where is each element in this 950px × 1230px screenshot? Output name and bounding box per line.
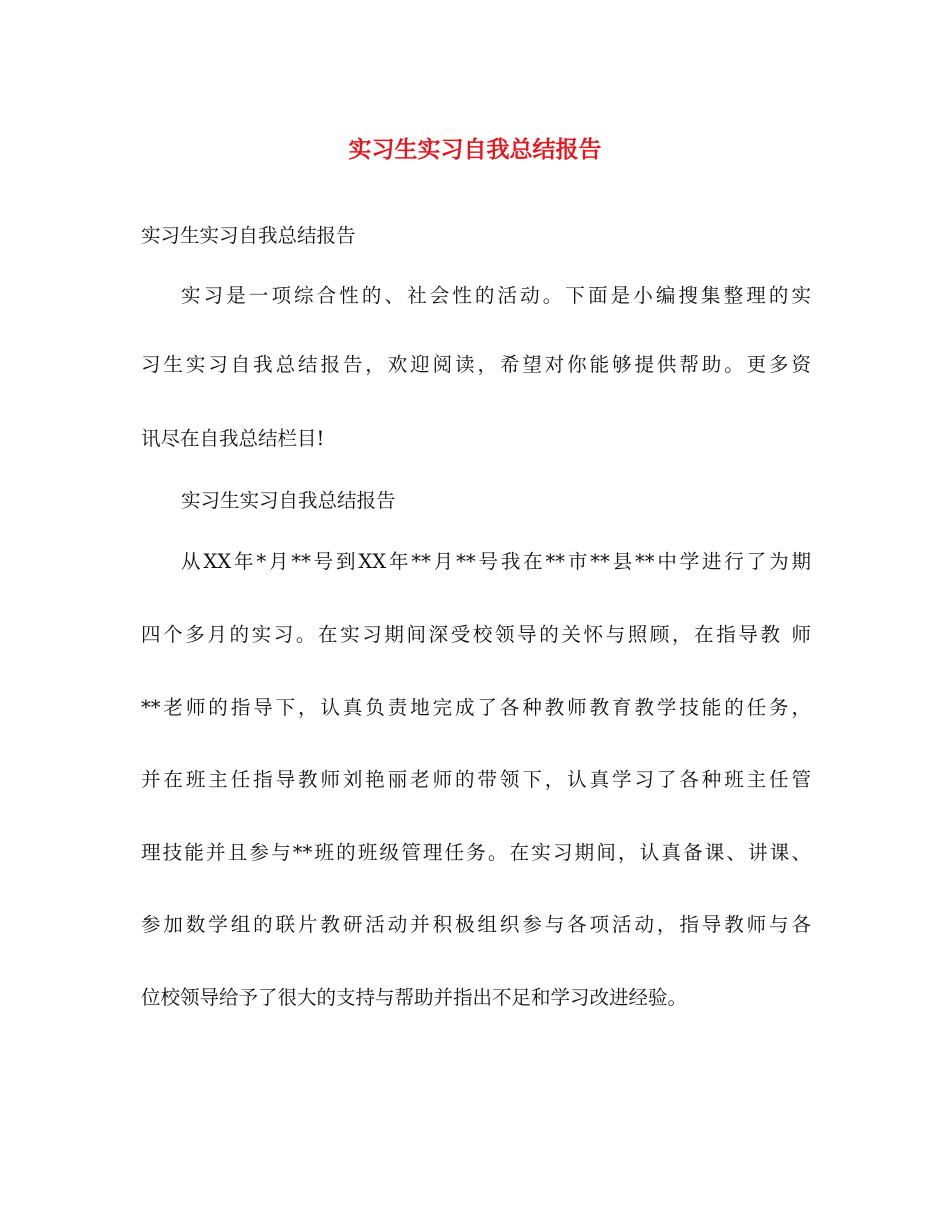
body-line-7: 位校领导给予了很大的支持与帮助并指出不足和学习改进经验。 — [141, 986, 688, 1009]
body-line-5: 理技能并且参与**班的班级管理任务。在实习期间，认真备课、讲课、 — [141, 841, 811, 864]
body-line-4: 并在班主任指导教师刘艳丽老师的带领下，认真学习了各种班主任管 — [141, 768, 811, 791]
body-line-2: 四个多月的实习。在实习期间深受校领导的关怀与照顾，在指导教 师 — [141, 623, 811, 646]
heading-line: 实习生实习自我总结报告 — [141, 224, 356, 247]
body-line-1: 从XX年*月**号到XX年**月**号我在**市**县**中学进行了为期 — [181, 550, 811, 573]
intro-line-2: 习生实习自我总结报告，欢迎阅读，希望对你能够提供帮助。更多资 — [141, 353, 811, 376]
body-line-6: 参加数学组的联片教研活动并积极组织参与各项活动，指导教师与各 — [141, 913, 811, 936]
intro-line-3: 讯尽在自我总结栏目! — [141, 427, 325, 450]
intro-line-1: 实习是一项综合性的、社会性的活动。下面是小编搜集整理的实 — [181, 284, 811, 307]
body-line-3: **老师的指导下，认真负责地完成了各种教师教育教学技能的任务， — [141, 696, 811, 719]
document-title: 实习生实习自我总结报告 — [348, 137, 602, 163]
sub-heading: 实习生实习自我总结报告 — [181, 489, 396, 512]
